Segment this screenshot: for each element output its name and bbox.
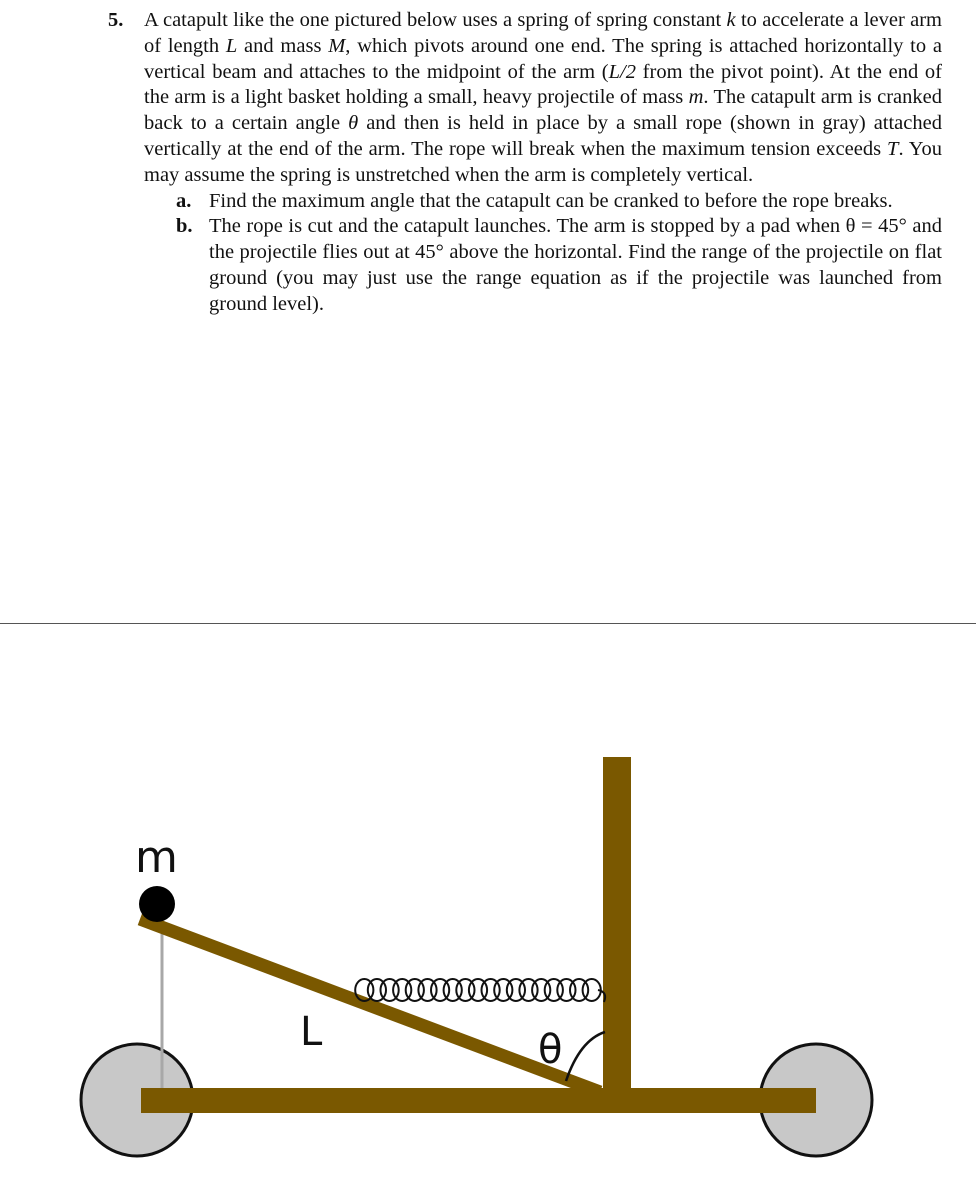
projectile-mass [139,886,175,922]
mass-label: m [135,832,178,883]
part-b-text: The rope is cut and the catapult launches. The arm is stopped by a pad when θ = 45° and the projectile flies out at 45° above the horizontal. Find the range of the projectile on flat ground (you may just use the range equation as if the projectile was launched from ground level). [209,215,942,315]
part-a [176,189,942,215]
part-b-label: b. [176,215,193,238]
angle-arc [566,1032,605,1081]
spring [355,979,605,1002]
angle-label: θ [538,1027,563,1073]
catapult-diagram [0,624,976,1177]
problem-text: A catapult like the one pictured below uses a spring of spring constant k to accelerate a lever arm of length L and mass M, which pivots around one end. The spring is attached horizontally to a vertical beam and attaches to the midpoint of the arm (L/2 from the pivot point). At the end of the arm is a light basket holding a small, heavy projectile of mass m. The catapult arm is cranked back to a certain angle θ and then is held in place by a small rope (shown in gray) attached vertically at the end of the arm. The rope will break when the maximum tension exceeds T. You may assume the spring is unstretched when the arm is completely vertical. [144,9,942,186]
problem-stem [108,8,942,189]
problem-number: 5. [108,9,124,31]
part-b [176,214,942,317]
problem-5 [108,8,942,318]
lever-arm [140,919,600,1092]
vertical-beam [603,757,631,1089]
base-beam [141,1088,816,1113]
length-label: L [300,1009,323,1055]
problem-parts [176,189,942,318]
part-a-label: a. [176,189,192,212]
part-a-text: Find the maximum angle that the catapult can be cranked to before the rope breaks. [209,189,893,212]
